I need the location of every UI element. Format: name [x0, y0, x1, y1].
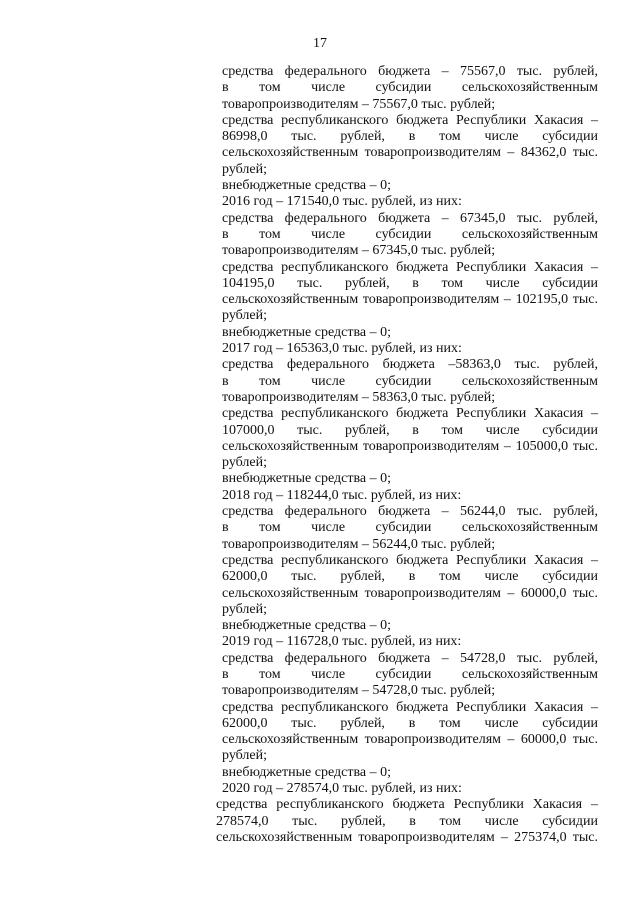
text-line: 62000,0 тыс. рублей, в том числе субсидии — [222, 569, 598, 585]
text-line: 2017 год – 165363,0 тыс. рублей, из них: — [222, 341, 462, 357]
text-line: сельскохозяйственным товаропроизводителям – 60000,0 тыс. — [222, 732, 598, 748]
text-line: средства федерального бюджета – 56244,0 тыс. рублей, — [222, 504, 598, 520]
text-line: рублей; — [222, 748, 267, 764]
text-line: 62000,0 тыс. рублей, в том числе субсидии — [222, 715, 598, 731]
text-line: внебюджетные средства – 0; — [222, 618, 391, 634]
text-line: товаропроизводителям – 58363,0 тыс. рублей; — [222, 389, 496, 405]
text-line: в том числе субсидии сельскохозяйственным — [222, 80, 598, 96]
text-line: средства республиканского бюджета Республики Хакасия – — [222, 699, 598, 715]
text-line: рублей; — [222, 455, 267, 471]
text-line: рублей; — [222, 308, 267, 324]
text-line: внебюджетные средства – 0; — [222, 178, 391, 194]
text-line: сельскохозяйственным товаропроизводителям – 84362,0 тыс. — [222, 145, 598, 161]
text-line: средства республиканского бюджета Республики Хакасия – — [222, 552, 598, 568]
text-line: внебюджетные средства – 0; — [222, 471, 391, 487]
text-line: сельскохозяйственным товаропроизводителям – 275374,0 тыс. — [216, 829, 598, 845]
text-line: средства республиканского бюджета Республики Хакасия – — [216, 797, 598, 813]
text-line: средства федерального бюджета – 54728,0 тыс. рублей, — [222, 650, 598, 666]
text-line: 86998,0 тыс. рублей, в том числе субсидии — [222, 129, 598, 145]
text-line: в том числе субсидии сельскохозяйственным — [222, 520, 598, 536]
text-line: внебюджетные средства – 0; — [222, 324, 391, 340]
text-line: 278574,0 тыс. рублей, в том числе субсидии — [216, 813, 598, 829]
text-line: 2020 год – 278574,0 тыс. рублей, из них: — [222, 781, 462, 797]
text-line: средства федерального бюджета – 75567,0 тыс. рублей, — [222, 64, 598, 79]
text-line: товаропроизводителям – 75567,0 тыс. рублей; — [222, 96, 496, 112]
text-line: рублей; — [222, 161, 267, 177]
text-line: сельскохозяйственным товаропроизводителям – 105000,0 тыс. — [222, 438, 598, 454]
text-line: товаропроизводителям – 54728,0 тыс. рублей; — [222, 683, 496, 699]
text-line: внебюджетные средства – 0; — [222, 764, 391, 780]
text-line: в том числе субсидии сельскохозяйственным — [222, 666, 598, 682]
text-line: средства республиканского бюджета Республики Хакасия – — [222, 112, 598, 128]
text-line: средства республиканского бюджета Республики Хакасия – — [222, 259, 598, 275]
text-line: средства республиканского бюджета Республики Хакасия – — [222, 406, 598, 422]
text-line: рублей; — [222, 601, 267, 617]
text-line: 104195,0 тыс. рублей, в том числе субсидии — [222, 275, 598, 291]
document-body-text — [216, 64, 598, 846]
text-line: в том числе субсидии сельскохозяйственным — [222, 373, 598, 389]
text-line: 2018 год – 118244,0 тыс. рублей, из них: — [222, 487, 462, 503]
text-line: средства федерального бюджета – 67345,0 тыс. рублей, — [222, 210, 598, 226]
text-line: товаропроизводителям – 67345,0 тыс. рублей; — [222, 243, 496, 259]
text-line: сельскохозяйственным товаропроизводителям – 102195,0 тыс. — [222, 292, 598, 308]
text-line: 2019 год – 116728,0 тыс. рублей, из них: — [222, 634, 462, 650]
text-line: товаропроизводителям – 56244,0 тыс. рублей; — [222, 536, 496, 552]
text-line: в том числе субсидии сельскохозяйственным — [222, 226, 598, 242]
text-line: средства федерального бюджета –58363,0 тыс. рублей, — [222, 357, 598, 373]
text-line: 107000,0 тыс. рублей, в том числе субсидии — [222, 422, 598, 438]
text-line: сельскохозяйственным товаропроизводителям – 60000,0 тыс. — [222, 585, 598, 601]
page-number: 17 — [313, 36, 327, 51]
text-line: 2016 год – 171540,0 тыс. рублей, из них: — [222, 194, 462, 210]
